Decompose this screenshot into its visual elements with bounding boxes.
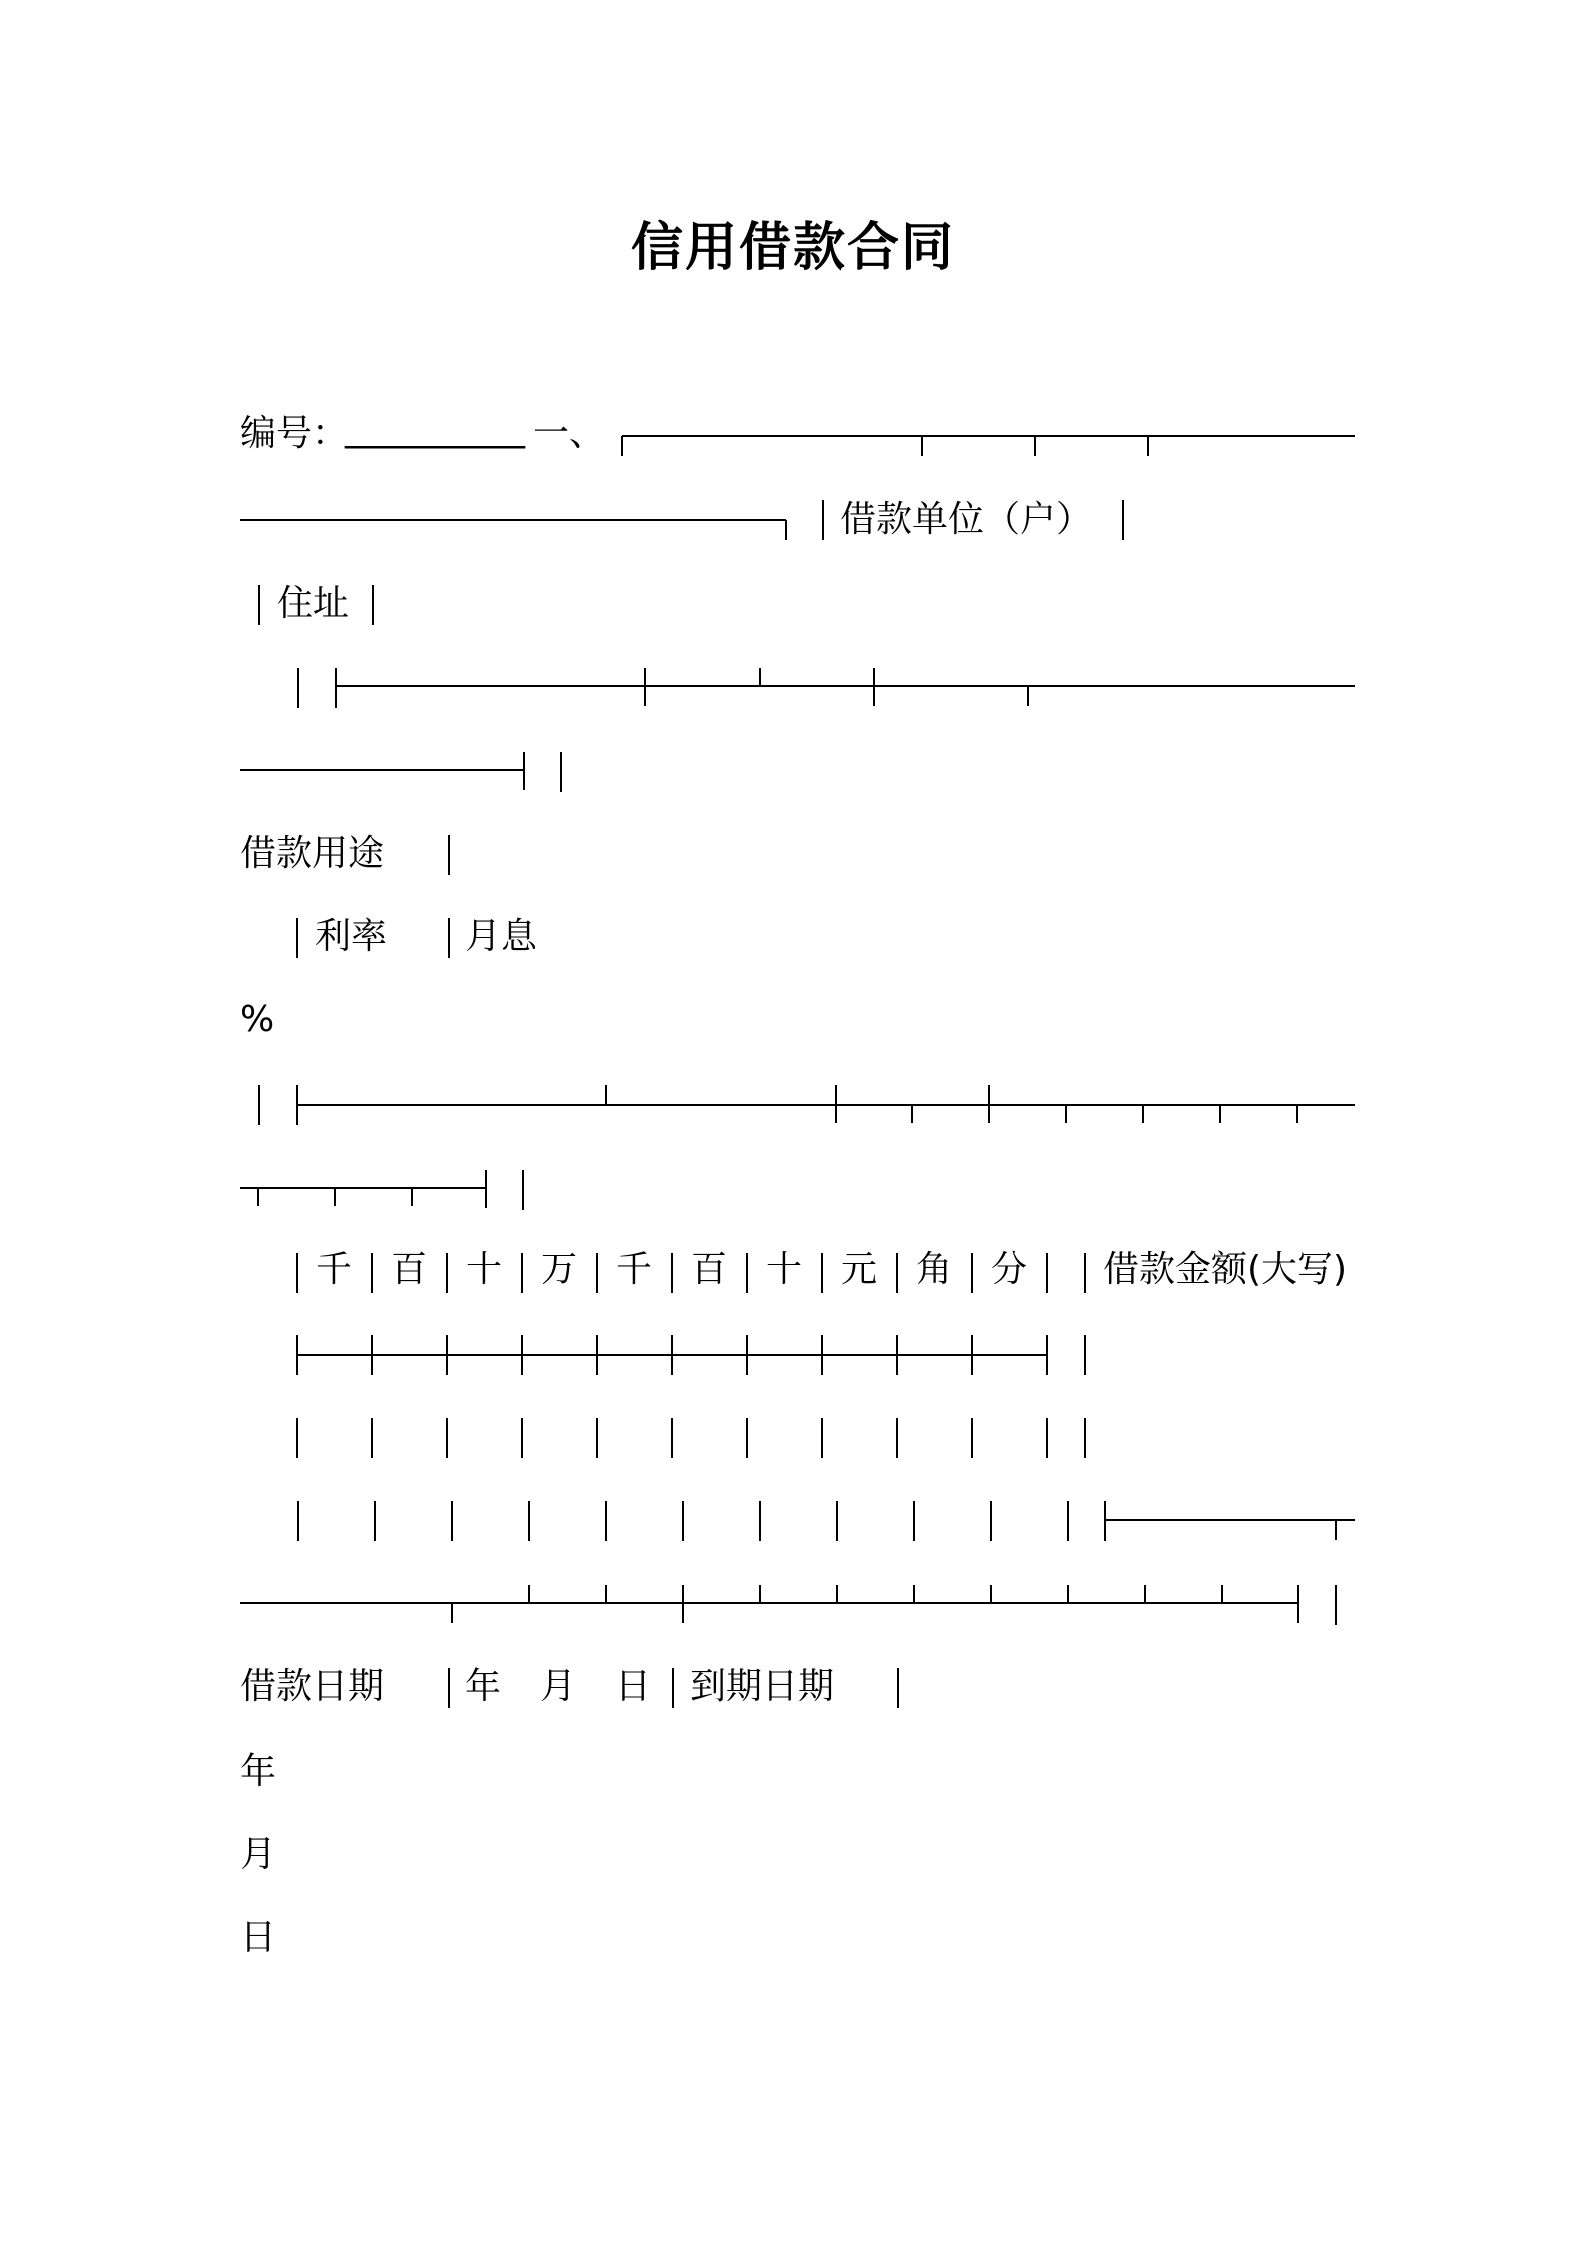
loan-date-day: 日	[615, 1666, 652, 1707]
rule-row-amount-bottom	[240, 1585, 1336, 1625]
rule-row-number	[622, 436, 1355, 456]
purpose-label: 借款用途	[240, 833, 385, 874]
loan-date-label: 借款日期	[240, 1666, 385, 1707]
section-heading: 一、	[533, 413, 606, 454]
rate-label: 利率	[315, 916, 388, 957]
unit-qian-2: 千	[616, 1249, 653, 1290]
rule-row-rate	[297, 918, 449, 958]
number-label: 编号：	[240, 413, 349, 454]
unit-yuan: 元	[841, 1249, 878, 1290]
monthly-interest-label: 月息	[465, 916, 538, 957]
rule-row-amount-cells-2	[298, 1501, 1355, 1541]
rule-row-amount-units	[297, 1253, 1085, 1293]
unit-wan: 万	[541, 1249, 578, 1290]
percent-sign: %	[240, 999, 275, 1040]
rule-row-amount-cells-1	[297, 1418, 1085, 1458]
unit-shi-2: 十	[766, 1249, 803, 1290]
due-date-day: 日	[240, 1917, 277, 1958]
rule-row-amount-top-end	[240, 1170, 523, 1210]
due-date-month: 月	[240, 1834, 277, 1875]
loan-date-month: 月	[540, 1666, 577, 1707]
rule-row-address-line	[298, 668, 1355, 708]
rule-row-address-end	[240, 752, 561, 792]
loan-date-year: 年	[465, 1666, 502, 1707]
rule-row-amount-top	[259, 1085, 1355, 1125]
amount-uppercase-label: 借款金额(大写)	[1103, 1249, 1348, 1290]
rule-row-address	[259, 585, 373, 625]
unit-shi-1: 十	[466, 1249, 503, 1290]
unit-qian-1: 千	[316, 1249, 353, 1290]
due-date-year: 年	[240, 1751, 277, 1792]
number-blank: __________	[345, 408, 525, 449]
borrower-label: 借款单位（户）	[840, 499, 1093, 540]
address-label: 住址	[277, 583, 350, 624]
unit-jiao: 角	[916, 1249, 953, 1290]
unit-fen: 分	[991, 1249, 1028, 1290]
due-date-label: 到期日期	[690, 1666, 835, 1707]
rule-row-amount-divider	[297, 1335, 1085, 1375]
unit-bai-2: 百	[691, 1249, 728, 1290]
unit-bai-1: 百	[391, 1249, 428, 1290]
rule-row-dates	[449, 1668, 898, 1708]
rule-row-borrower	[240, 500, 1123, 540]
document-title: 信用借款合同	[630, 218, 955, 278]
